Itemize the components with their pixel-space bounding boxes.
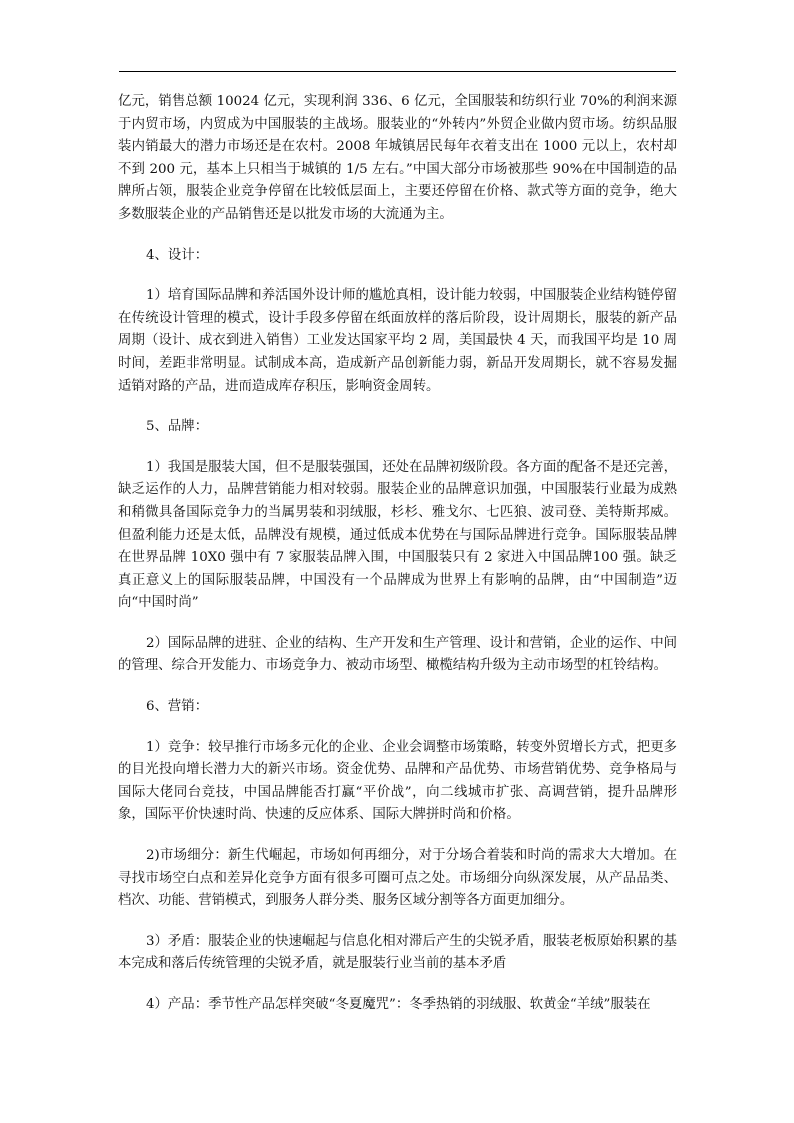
paragraph-design-1: 1）培育国际品牌和养活国外设计师的尴尬真相，设计能力较弱，中国服装企业结构链停留在传统设计管理的模式，设计手段多停留在纸面放样的落后阶段，设计周期长，服装的新产品周期（设计、成衣到进入销售）工业发达国家平均 2 周，美国最快 4 天，而我国平均是 10 周时间，差距非常明显。试制成本高，造成新产品创新能力弱，新品开发周期长，就不容易发掘适销对路的产品，进而造成库存积压，影响资金周转。 bbox=[118, 288, 677, 394]
paragraph-marketing-3: 3）矛盾：服装企业的快速崛起与信息化相对滞后产生的尖锐矛盾，服装老板原始积累的基本完成和落后传统管理的尖锐矛盾，就是服装行业当前的基本矛盾 bbox=[118, 933, 677, 972]
section-heading-marketing: 6、营销： bbox=[146, 699, 209, 715]
paragraph-marketing-4: 4）产品：季节性产品怎样突破“冬夏魔咒”：冬季热销的羽绒服、软黄金“羊绒”服装在 bbox=[146, 997, 651, 1012]
paragraph-brand-1: 1）我国是服装大国，但不是服装强国，还处在品牌初级阶段。各方面的配备不是还完善，缺乏运作的人力，品牌营销能力相对较弱。服装企业的品牌意识加强，中国服装行业最为成熟和稍微具备国际竞争力的当属男装和羽绒服，杉杉、雅戈尔、七匹狼、波司登、美特斯邦威。但盈利能力还是太低，品牌没有规模，通过低成本优势在与国际品牌进行竞争。国际服装品牌在世界品牌 10X0 强中有 7 家服装品牌入围，中国服装只有 2 家进入中国品牌100 强。缺乏真正意义上的国际服装品牌，中国没有一个品牌成为世界上有影响的品牌，由“中国制造”迈向“中国时尚” bbox=[118, 459, 677, 611]
document-body bbox=[118, 91, 677, 1017]
paragraph-marketing-1: 1）竞争：较早推行市场多元化的企业、企业会调整市场策略，转变外贸增长方式，把更多的目光投向增长潜力大的新兴市场。资金优势、品牌和产品优势、市场营销优势、竞争格局与国际大佬同台竞技，中国品牌能否打赢“平价战”，向二线城市扩张、高调营销，提升品牌形象，国际平价快速时尚、快速的反应体系、国际大牌拼时尚和价格。 bbox=[118, 739, 677, 823]
paragraph-marketing-2: 2)市场细分：新生代崛起，市场如何再细分，对于分场合着装和时尚的需求大大增加。在寻找市场空白点和差异化竞争方面有很多可圈可点之处。市场细分向纵深发展，从产品品类、档次、功能、营销模式，到服务人群分类、服务区域分割等各方面更加细分。 bbox=[118, 848, 677, 909]
paragraph-brand-2: 2）国际品牌的进驻、企业的结构、生产开发和生产管理、设计和营销，企业的运作、中间的管理、综合开发能力、市场竞争力、被动市场型、橄榄结构升级为主动市场型的杠铃结构。 bbox=[118, 635, 677, 674]
header-rule bbox=[119, 71, 676, 72]
section-heading-design: 4、设计： bbox=[146, 247, 209, 263]
section-heading-brand: 5、品牌： bbox=[146, 419, 209, 435]
paragraph-1: 亿元，销售总额 10024 亿元，实现利润 336、6 亿元，全国服装和纺织行业 70%的利润来源于内贸市场，内贸成为中国服装的主战场。服装业的“外转内”外贸企业做内贸市场。纺织品服装内销最大的潜力市场还是在农村。2008 年城镇居民每年衣着支出在 1000 元以上，农村却不到 200 元，基本上只相当于城镇的 1/5 左右。”中国大部分市场被那些 90%在中国制造的品牌所占领，服装企业竞争停留在比较低层面上，主要还停留在价格、款式等方面的竞争，绝大多数服装企业的产品销售还是以批发市场的大流通为主。 bbox=[118, 94, 677, 222]
